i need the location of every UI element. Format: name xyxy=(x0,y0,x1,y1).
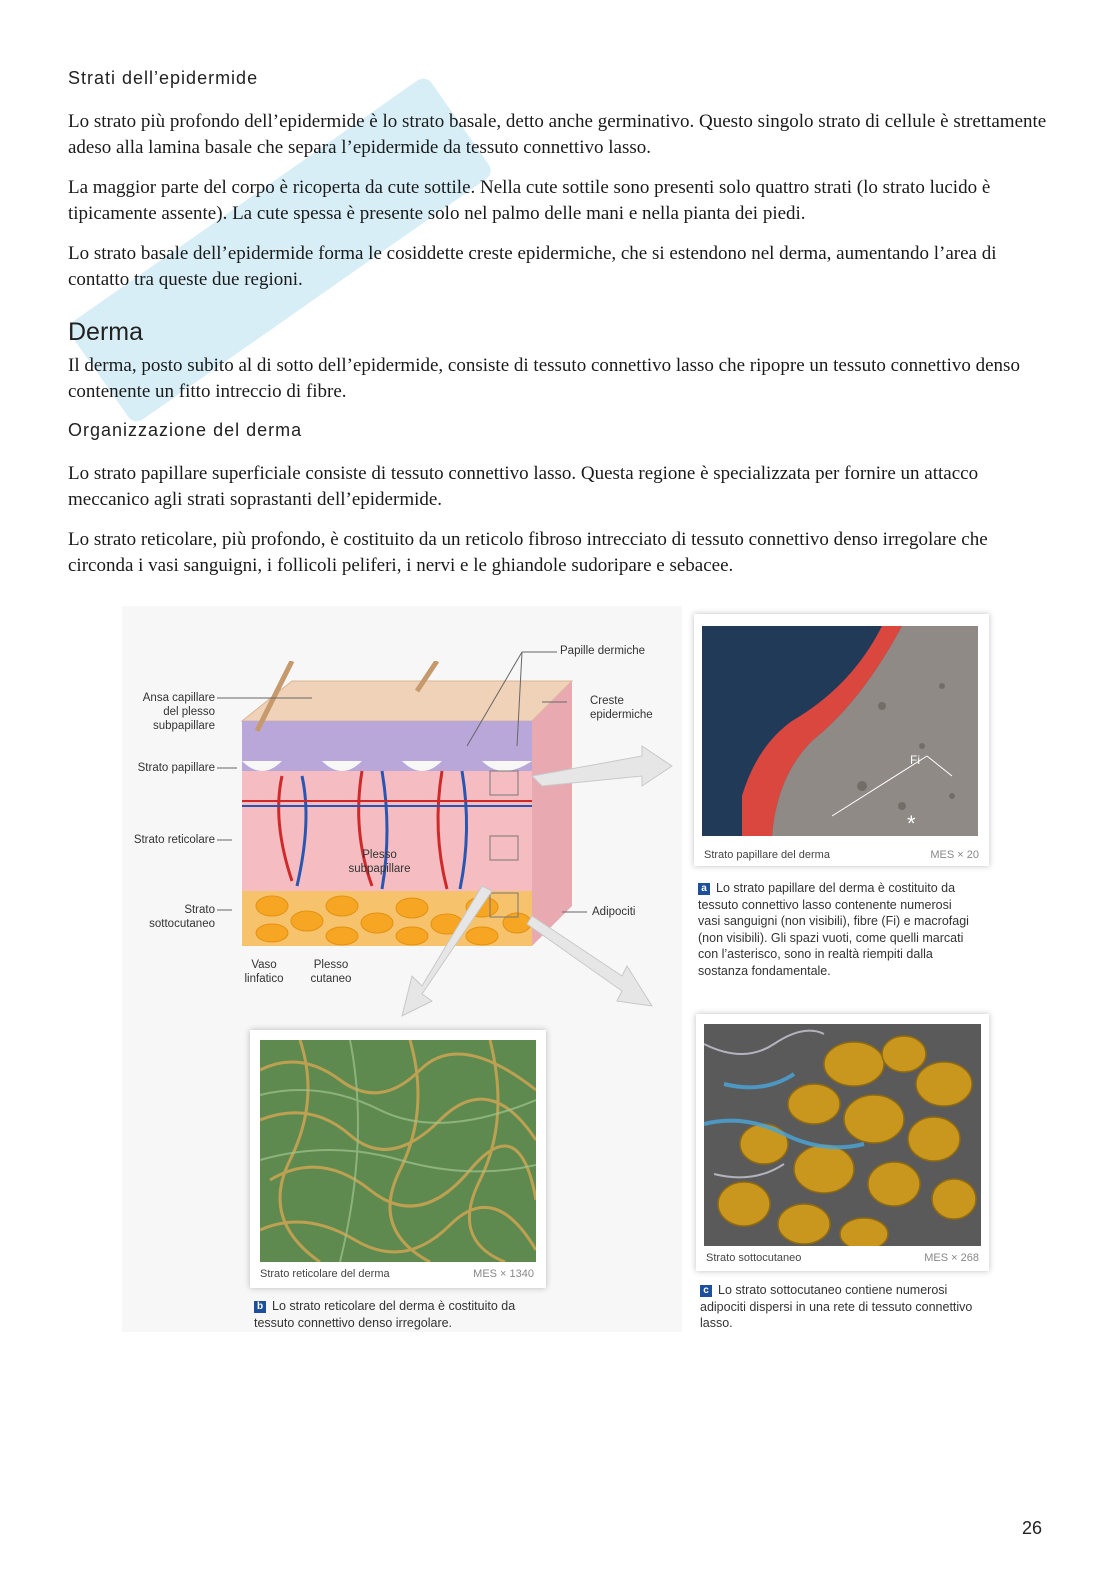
fi-text: Fi xyxy=(910,753,920,767)
label-plesso-subpapillare: Plesso subpapillare xyxy=(348,849,411,875)
panel-a-description xyxy=(698,880,973,979)
section-heading-strati: Strati dell’epidermide xyxy=(68,68,259,88)
panel-c-caption: Strato sottocutaneo xyxy=(706,1252,802,1264)
paragraph: Lo strato papillare superficiale consiste di tessuto connettivo lasso. Questa regione è specializzata per fornire un attacco meccanico agli strati soprastanti dell’epidermide. xyxy=(68,463,979,510)
label-strato-papillare: Strato papillare xyxy=(137,762,215,774)
label-papille: Papille dermiche xyxy=(560,645,646,657)
micrograph-subcutaneous-image xyxy=(704,1024,981,1246)
panel-a-badge: a xyxy=(698,883,710,895)
label-ansa: Ansa capillare del plesso subpapillare xyxy=(142,692,215,732)
paragraph: Lo strato reticolare, più profondo, è costituito da un reticolo fibroso intrecciato di tessuto connettivo denso irregolare che circonda i vasi sanguigni, i follicoli peliferi, i nervi e le ghiandole sudoripare e sebacee. xyxy=(68,529,988,576)
skin-figure xyxy=(122,606,1002,1336)
section-heading-derma: Derma xyxy=(68,318,144,346)
panel-a-frame xyxy=(694,614,989,866)
paragraph: La maggior parte del corpo è ricoperta da cute sottile. Nella cute sottile sono presenti solo quattro strati (lo strato lucido è tipicamente assente). La cute spessa è presente solo nel palmo delle mani e nella pianta dei piedi. xyxy=(68,177,991,224)
panel-b-frame xyxy=(250,1030,546,1288)
label-strato-reticolare: Strato reticolare xyxy=(133,834,215,846)
label-plesso-cutaneo: Plesso cutaneo xyxy=(310,959,352,985)
paragraph: Lo strato più profondo dell’epidermide è lo strato basale, detto anche germinativo. Questo singolo strato di cellule è strettamente adeso alla lamina basale che separa l’epidermide da tessuto connettivo lasso. xyxy=(68,111,1047,158)
label-adipociti: Adipociti xyxy=(592,906,636,918)
page-number: 26 xyxy=(1021,1518,1042,1538)
panel-b-description xyxy=(254,1298,544,1331)
asterisk-mark: * xyxy=(907,811,916,836)
panel-b-description-text: Lo strato reticolare del derma è costituito da tessuto connettivo denso irregolare. xyxy=(254,1299,516,1330)
label-creste: Creste epidermiche xyxy=(590,695,653,721)
section-heading-organizzazione: Organizzazione del derma xyxy=(68,420,303,440)
label-strato-sottocutaneo: Strato sottocutaneo xyxy=(149,904,215,930)
panel-b-badge: b xyxy=(254,1301,266,1313)
panel-b-caption: Strato reticolare del derma xyxy=(260,1268,390,1280)
panel-c-description xyxy=(700,1282,985,1332)
paragraph: Il derma, posto subito al di sotto dell’epidermide, consiste di tessuto connettivo lasso che ripopre un tessuto connettivo denso contenente un fitto intreccio di fibre. xyxy=(68,355,1020,402)
panel-c-frame xyxy=(696,1014,989,1271)
panel-a-magnification: MES × 20 xyxy=(930,849,979,861)
micrograph-papillary-image xyxy=(702,626,978,836)
label-vaso-linfatico: Vaso linfatico xyxy=(244,959,284,985)
paragraph: Lo strato basale dell’epidermide forma le cosiddette creste epidermiche, che si estendono nel derma, aumentando l’area di contatto tra queste due regioni. xyxy=(68,243,997,290)
panel-a-description-text: Lo strato papillare del derma è costituito da tessuto connettivo lasso contenente numerosi vasi sanguigni (non visibili), fibre (Fi) e macrofagi (non visibili). Gli spazi vuoti, come quelli marcati con l’asterisco, sono in realtà riempiti dalla sostanza fondamentale. xyxy=(698,881,969,978)
panel-a-caption: Strato papillare del derma xyxy=(704,849,830,861)
micrograph-reticular-image xyxy=(260,1040,536,1262)
panel-c-badge: c xyxy=(700,1285,712,1297)
panel-b-magnification: MES × 1340 xyxy=(473,1268,534,1280)
panel-c-description-text: Lo strato sottocutaneo contiene numerosi adipociti dispersi in una rete di tessuto connettivo lasso. xyxy=(700,1283,973,1330)
panel-c-magnification: MES × 268 xyxy=(924,1252,979,1264)
